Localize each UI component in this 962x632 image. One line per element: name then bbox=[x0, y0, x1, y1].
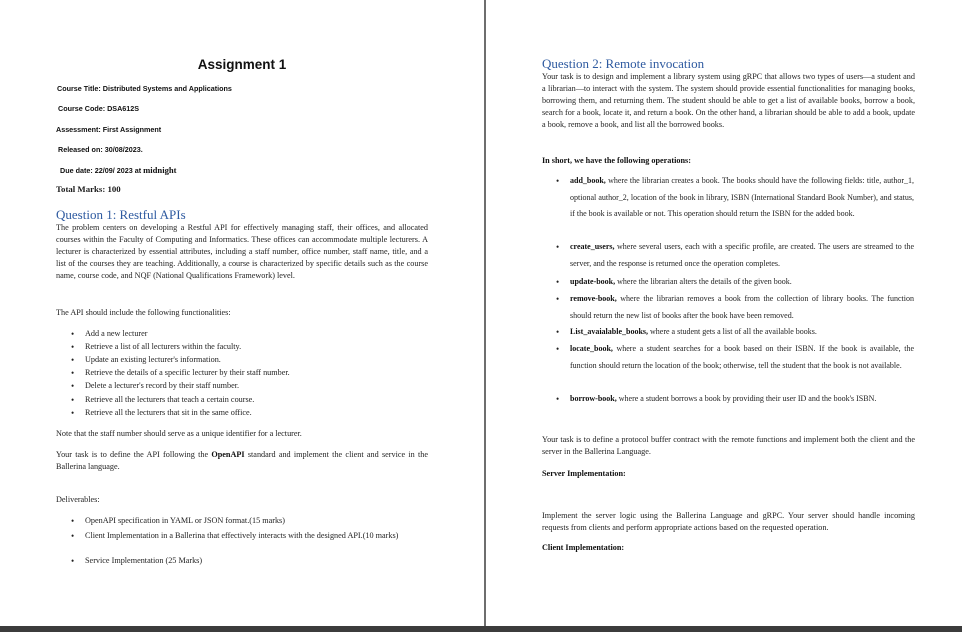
q1-function-item: • Retrieve all the lecturers that sit in the same office. bbox=[71, 408, 252, 418]
due-date-suffix: midnight bbox=[143, 165, 177, 175]
q1-intro: The problem centers on developing a Restful API for effectively managing staff, their offices, and allocated courses within the Faculty of Computing and Informatics. These offices can accommodate multiple lecturers. A lecturer is characterized by essential attributes, including a staff number, office number, staff name, title, and a list of the courses they are teaching. Additionally, a course is characterized by specific details such as the course name, course code, and NQF (National Qualifications Framework) level. bbox=[56, 223, 428, 281]
q1-function-item: • Retrieve all the lecturers that teach a certain course. bbox=[71, 395, 255, 405]
protocol-task: Your task is to define a protocol buffer contract with the remote functions and implement both the client and the server in the Ballerina Language. bbox=[542, 435, 915, 457]
bottom-scroll-bar bbox=[0, 626, 962, 632]
server-heading: Server Implementation: bbox=[542, 469, 626, 478]
client-heading: Client Implementation: bbox=[542, 543, 625, 552]
operation-item: • create_users, where several users, each with a specific profile, are created. The users are streamed to the server, and the response is returned once the operation completes. bbox=[556, 242, 914, 268]
q1-function-item: • Delete a lecturer's record by their staff number. bbox=[71, 381, 240, 391]
q1-note: Note that the staff number should serve as a unique identifier for a lecturer. bbox=[56, 429, 302, 438]
right-page bbox=[486, 0, 962, 626]
operation-item: • remove-book, where the librarian removes a book from the collection of library books. The function should return the new list of books after the book have been removed. bbox=[556, 294, 915, 320]
q1-function-item: • Add a new lecturer bbox=[71, 329, 148, 339]
q1-heading: Question 1: Restful APIs bbox=[56, 207, 186, 222]
operations-lead: In short, we have the following operations: bbox=[542, 156, 691, 165]
server-text: Implement the server logic using the Ballerina Language and gRPC. Your server should handle incoming requests from clients and perform appropriate actions based on the requested operation. bbox=[542, 511, 915, 533]
operation-item: • add_book, where the librarian creates a book. The books should have the following fields: title, author_1, optional author_2, location of the book in library, ISBN (International Standard Book Number), and status, if the book is available or not. This operation should return the ISBN for the added book. bbox=[556, 176, 914, 219]
course-title: Course Title: Distributed Systems and Applications bbox=[57, 84, 232, 93]
deliverable-item: • Service Implementation (25 Marks) bbox=[71, 556, 203, 566]
operation-item: • borrow-book, where a student borrows a book by providing their user ID and the book's ISBN. bbox=[556, 394, 877, 404]
q1-function-item: • Retrieve a list of all lecturers within the faculty. bbox=[71, 342, 242, 352]
assessment-type: Assessment: First Assignment bbox=[56, 125, 162, 134]
total-marks: Total Marks: 100 bbox=[56, 184, 121, 194]
q2-heading: Question 2: Remote invocation bbox=[542, 56, 705, 71]
deliverable-item: • Client Implementation in a Ballerina that effectively interacts with the designed API.(10 marks) bbox=[71, 531, 399, 541]
q2-intro: Your task is to design and implement a library system using gRPC that allows two types of users—a student and a librarian—to interact with the system. The system should provide essential functionalities for managing books, borrowing them, and returning them. The student should be able to get a list of available books, borrow a book, search for a book, locate it, and return a book. On the other hand, a librarian should be able to add a book, update a book, remove a book, and list all the borrowed books. bbox=[542, 72, 915, 130]
operation-item: • List_avaialable_books, where a student gets a list of all the available books. bbox=[556, 327, 817, 337]
due-date-prefix: Due date: 22/09/ 2023 at bbox=[60, 166, 142, 175]
q1-functionalities-lead: The API should include the following functionalities: bbox=[56, 308, 231, 317]
deliverable-item: • OpenAPI specification in YAML or JSON format.(15 marks) bbox=[71, 516, 285, 526]
due-date bbox=[60, 165, 177, 175]
operation-item: • update-book, where the librarian alters the details of the given book. bbox=[556, 277, 792, 287]
deliverables-label: Deliverables: bbox=[56, 495, 100, 504]
q1-function-item: • Retrieve the details of a specific lecturer by their staff number. bbox=[71, 368, 290, 378]
q1-function-item: • Update an existing lecturer's information. bbox=[71, 355, 221, 365]
left-page bbox=[0, 0, 484, 626]
course-code: Course Code: DSA612S bbox=[58, 104, 140, 113]
assignment-title: Assignment 1 bbox=[197, 57, 287, 72]
q1-task: Your task is to define the API following the OpenAPI standard and implement the client and service in the Ballerina language. bbox=[56, 450, 429, 472]
release-date: Released on: 30/08/2023. bbox=[58, 145, 143, 154]
openapi-term: OpenAPI bbox=[211, 450, 245, 459]
operation-item: • locate_book, where a student searches for a book based on their ISBN. If the book is available, the function should return the location of the book; otherwise, tell the student that the book is not available. bbox=[556, 344, 915, 370]
